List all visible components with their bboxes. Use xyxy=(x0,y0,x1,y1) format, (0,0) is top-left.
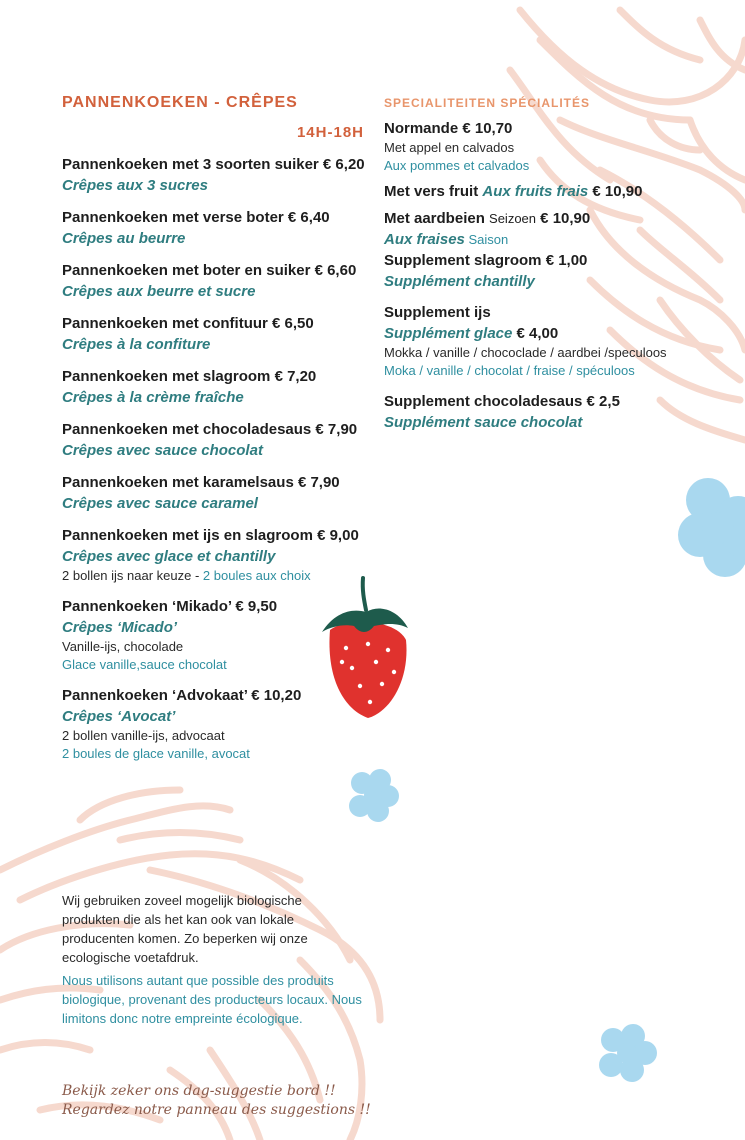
item-name-fr: Crêpes aux beurre et sucre xyxy=(62,283,256,300)
item-price: € 4,00 xyxy=(512,325,559,342)
menu-item-supplement-ice xyxy=(384,302,724,380)
item-name-fr: Supplément glace xyxy=(384,325,513,342)
item-price: € 10,90 xyxy=(536,210,591,227)
item-desc-nl: 2 bollen vanille-ijs, advocaat xyxy=(62,728,225,743)
item-desc-fr: 2 boules aux choix xyxy=(202,568,311,583)
section-title: PANNENKOEKEN - CRÊPES xyxy=(62,94,298,111)
item-name-fr: Crêpes aux 3 sucres xyxy=(62,177,208,194)
item-price: € 10,90 xyxy=(588,183,643,200)
item-name-fr: Supplément chantilly xyxy=(384,273,535,290)
item-name-nl: Pannenkoeken met verse boter € 6,40 xyxy=(62,209,330,226)
item-name-fr: Crêpes ‘Avocat’ xyxy=(62,708,176,725)
menu-item-butter-sugar xyxy=(62,260,362,302)
item-name-fr: Crêpes ‘Micado’ xyxy=(62,619,178,636)
item-name-nl: Supplement ijs xyxy=(384,304,491,321)
item-name-fr: Aux fraises xyxy=(384,231,465,248)
item-name-nl: Pannenkoeken met chocoladesaus € 7,90 xyxy=(62,421,358,438)
item-desc-nl: Mokka / vanille / chococlade / aardbei /speculoos xyxy=(384,345,667,360)
item-name-fr: Supplément sauce chocolat xyxy=(384,414,583,431)
menu-item-supplement-chocolate xyxy=(384,391,724,433)
item-name-nl: Met vers fruit xyxy=(384,183,483,200)
season-label-nl: Seizoen xyxy=(489,211,537,226)
item-name-nl: Pannenkoeken met 3 soorten suiker € 6,20 xyxy=(62,156,365,173)
item-name-fr: Aux fruits frais xyxy=(482,183,589,200)
menu-item-chocolate-sauce xyxy=(62,419,362,461)
menu-item-normande xyxy=(384,118,724,175)
specialties-menu xyxy=(384,94,724,433)
organic-note xyxy=(62,891,362,1028)
blue-flower-bottom-right xyxy=(599,1024,657,1082)
item-name-nl: Pannenkoeken met confituur € 6,50 xyxy=(62,315,314,332)
item-desc-nl: Vanille-ijs, chocolade xyxy=(62,639,184,654)
item-name-fr: Crêpes au beurre xyxy=(62,230,186,247)
item-desc-nl: 2 bollen ijs naar keuze - xyxy=(62,568,203,583)
menu-item-3-sugars xyxy=(62,154,365,196)
item-name-nl: Pannenkoeken ‘Advokaat’ € 10,20 xyxy=(62,687,302,704)
item-name: Normande € 10,70 xyxy=(384,120,513,137)
item-desc-fr: Moka / vanille / chocolat / fraise / spéculoos xyxy=(384,363,635,378)
opening-hours: 14H-18H xyxy=(296,124,364,141)
specialties-title: SPECIALITEITEN SPÉCIALITÉS xyxy=(384,96,591,110)
crepes-menu xyxy=(62,94,365,763)
menu-item-whipped-cream xyxy=(62,366,362,408)
item-name-nl: Supplement chocoladesaus € 2,5 xyxy=(384,393,620,410)
item-name-nl: Met aardbeien xyxy=(384,210,490,227)
item-description xyxy=(62,567,362,585)
item-name-fr: Crêpes à la crème fraîche xyxy=(62,389,244,406)
season-label-fr: Saison xyxy=(464,232,509,247)
blue-flower-middle xyxy=(349,769,399,822)
menu-item-butter xyxy=(62,207,362,249)
menu-item-mikado xyxy=(62,596,362,674)
menu-item-strawberries xyxy=(384,208,724,250)
menu-item-supplement-cream xyxy=(384,250,724,292)
menu-item-advokaat xyxy=(62,685,362,763)
item-name-fr: Crêpes avec sauce caramel xyxy=(62,495,258,512)
suggestion-note-nl: Bekijk zeker ons dag-suggestie bord !! xyxy=(62,1083,336,1099)
item-name-fr: Crêpes à la confiture xyxy=(62,336,211,353)
item-name-nl: Pannenkoeken met ijs en slagroom € 9,00 xyxy=(62,527,359,544)
item-name-nl: Supplement slagroom € 1,00 xyxy=(384,252,588,269)
item-desc-fr: Aux pommes et calvados xyxy=(384,158,530,173)
menu-item-jam xyxy=(62,313,362,355)
blue-flower-right xyxy=(678,478,745,577)
menu-item-ice-cream-whipped xyxy=(62,525,362,585)
item-name-fr: Crêpes avec sauce chocolat xyxy=(62,442,263,459)
organic-note-fr: Nous utilisons autant que possible des produits biologique, provenant des producteurs locaux. Nous limitons donc notre empreinte écologique. xyxy=(62,973,362,1026)
item-name-nl: Pannenkoeken ‘Mikado’ € 9,50 xyxy=(62,598,278,615)
item-desc-fr: 2 boules de glace vanille, avocat xyxy=(62,746,250,761)
item-desc-fr: Glace vanille,sauce chocolat xyxy=(62,657,227,672)
item-name-nl: Pannenkoeken met boter en suiker € 6,60 xyxy=(62,262,357,279)
menu-item-caramel-sauce xyxy=(62,472,362,514)
item-desc-nl: Met appel en calvados xyxy=(384,140,515,155)
suggestion-note-fr: Regardez notre panneau des suggestions !! xyxy=(62,1102,371,1118)
menu-item-fresh-fruit xyxy=(384,181,724,202)
item-name-fr: Crêpes avec glace et chantilly xyxy=(62,548,276,565)
item-name-nl: Pannenkoeken met slagroom € 7,20 xyxy=(62,368,317,385)
suggestion-board-note xyxy=(62,1082,382,1120)
organic-note-nl: Wij gebruiken zoveel mogelijk biologische produkten die als het kan ook van lokale producenten komen. Zo beperken wij onze ecologische voetafdruk. xyxy=(62,893,308,965)
item-name-nl: Pannenkoeken met karamelsaus € 7,90 xyxy=(62,474,340,491)
